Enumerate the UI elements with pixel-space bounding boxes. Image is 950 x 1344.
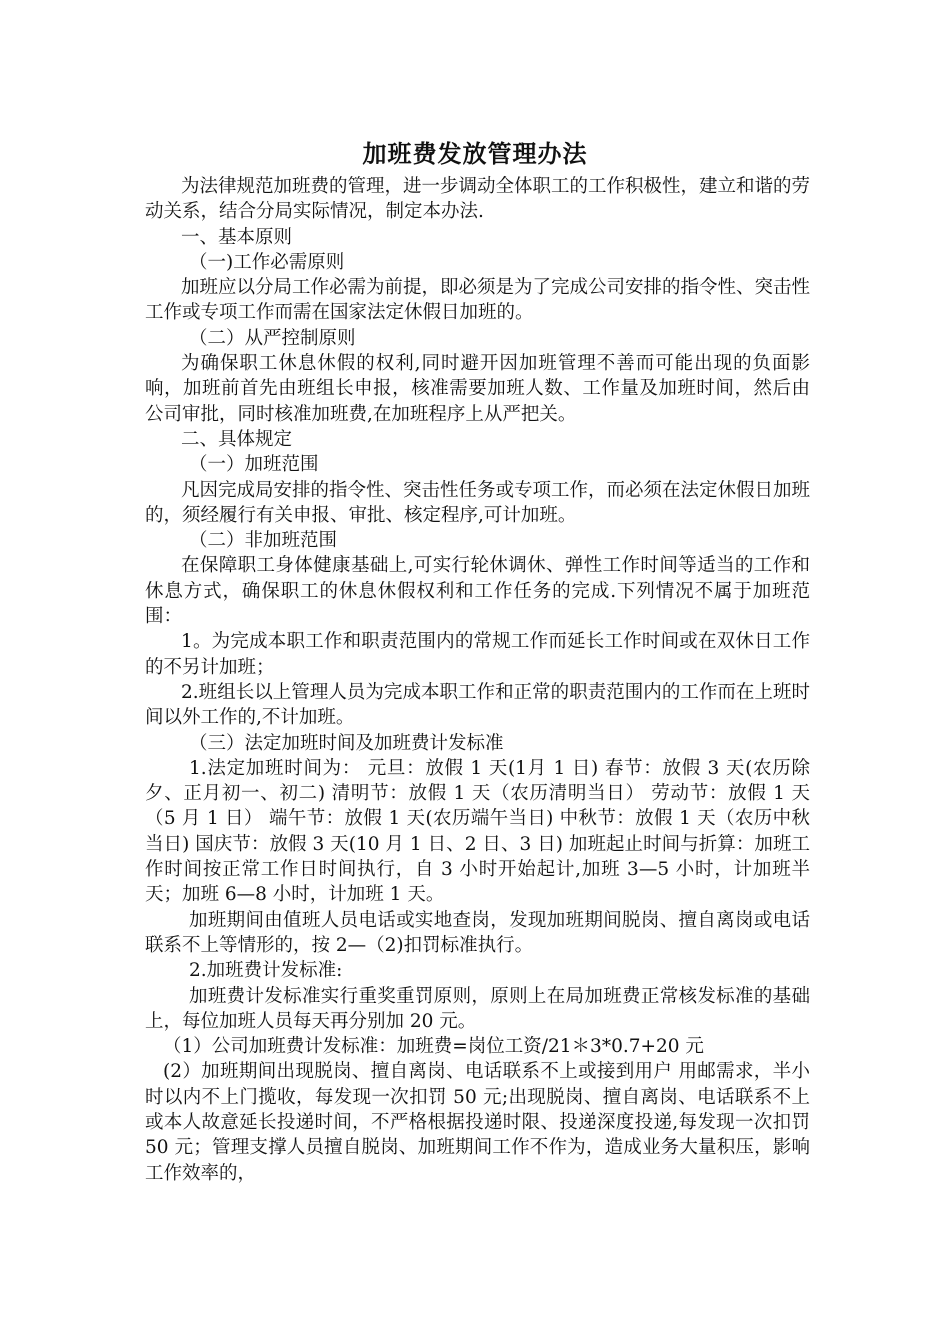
list-item-1: 1。为完成本职工作和职责范围内的常规工作而延长工作时间或在双休日工作的不另计加班；: [145, 631, 810, 678]
paragraph-intro: 为法律规范加班费的管理，进一步调动全体职工的工作积极性，建立和谐的劳动关系，结合分局实际情况，制定本办法.: [145, 176, 811, 223]
subheading-overtime-scope: （一）加班范围: [189, 454, 319, 476]
paragraph-pay-standard: 加班费计发标准实行重奖重罚原则，原则上在局加班费正常核发标准的基础上，每位加班人员每天再分别加 20 元。: [145, 985, 810, 1032]
subheading-non-overtime-scope: （二）非加班范围: [189, 530, 338, 552]
subheading-pay-standard: 2.加班费计发标准:: [189, 960, 343, 982]
paragraph-inspection: 加班期间由值班人员电话或实地查岗，发现加班期间脱岗、擅自离岗或电话联系不上等情形的，按 2—（2)扣罚标准执行。: [145, 909, 810, 956]
paragraph-statutory-holidays: 1.法定加班时间为： 元旦：放假 1 天(1月 1 日) 春节：放假 3 天(农历除夕、正月初一、初二) 清明节：放假 1 天（农历清明当日） 劳动节：放假 1 天（5 月 1 日） 端午节：放假 1 天(农历端午当日) 中秋节：放假 1 天（农历中秋当日) 国庆节：放假 3 天(10 月 1 日、2 日、3 日) 加班起止时间与折算：加班工作时间按正常工作日时间执行，自 3 小时开始起计,加班 3—5 小时，计加班半天；加班 6—8 小时，计加班 1 天。: [145, 757, 810, 906]
subheading-necessity-principle: （一)工作必需原则: [189, 251, 345, 273]
paragraph-strict-control: 为确保职工休息休假的权利,同时避开因加班管理不善而可能出现的负面影响，加班前首先由班组长申报，核准需要加班人数、工作量及加班时间，然后由公司审批，同时核准加班费,在加班程序上从严把关。: [145, 353, 810, 425]
list-item-2: 2.班组长以上管理人员为完成本职工作和正常的职责范围内的工作而在上班时间以外工作的,不计加班。: [145, 681, 810, 729]
paragraph-overtime-scope: 凡因完成局安排的指令性、突击性任务或专项工作，而必须在法定休假日加班的，须经履行有关申报、审批、核定程序,可计加班。: [145, 479, 811, 526]
subheading-statutory-overtime: （三）法定加班时间及加班费计发标准: [189, 732, 504, 754]
paragraph-pay-formula: （1）公司加班费计发标准：加班费=岗位工资/21＊3*0.7+20 元: [163, 1036, 704, 1058]
heading-basic-principles: 一、基本原则: [181, 226, 293, 248]
document-title: 加班费发放管理办法: [362, 139, 588, 168]
paragraph-penalties: (2）加班期间出现脱岗、擅自离岗、电话联系不上或接到用户 用邮需求，半小时以内不上门揽收，每发现一次扣罚 50 元;出现脱岗、擅自离岗、电话联系不上或本人故意延长投递时间，不严格根据投递时限、投递深度投递,每发现一次扣罚 50 元；管理支撑人员擅自脱岗、加班期间工作不作为，造成业务大量积压，影响工作效率的，: [145, 1061, 810, 1184]
subheading-strict-control: （二）从严控制原则: [189, 327, 356, 349]
heading-specific-rules: 二、具体规定: [181, 428, 293, 450]
document-body: [145, 174, 810, 1186]
paragraph-necessity: 加班应以分局工作必需为前提，即必须是为了完成公司安排的指令性、突击性工作或专项工作而需在国家法定休假日加班的。: [145, 277, 811, 324]
paragraph-non-overtime-scope: 在保障职工身体健康基础上,可实行轮休调休、弹性工作时间等适当的工作和休息方式，确保职工的休息休假权利和工作任务的完成.下列情况不属于加班范围：: [145, 555, 810, 628]
